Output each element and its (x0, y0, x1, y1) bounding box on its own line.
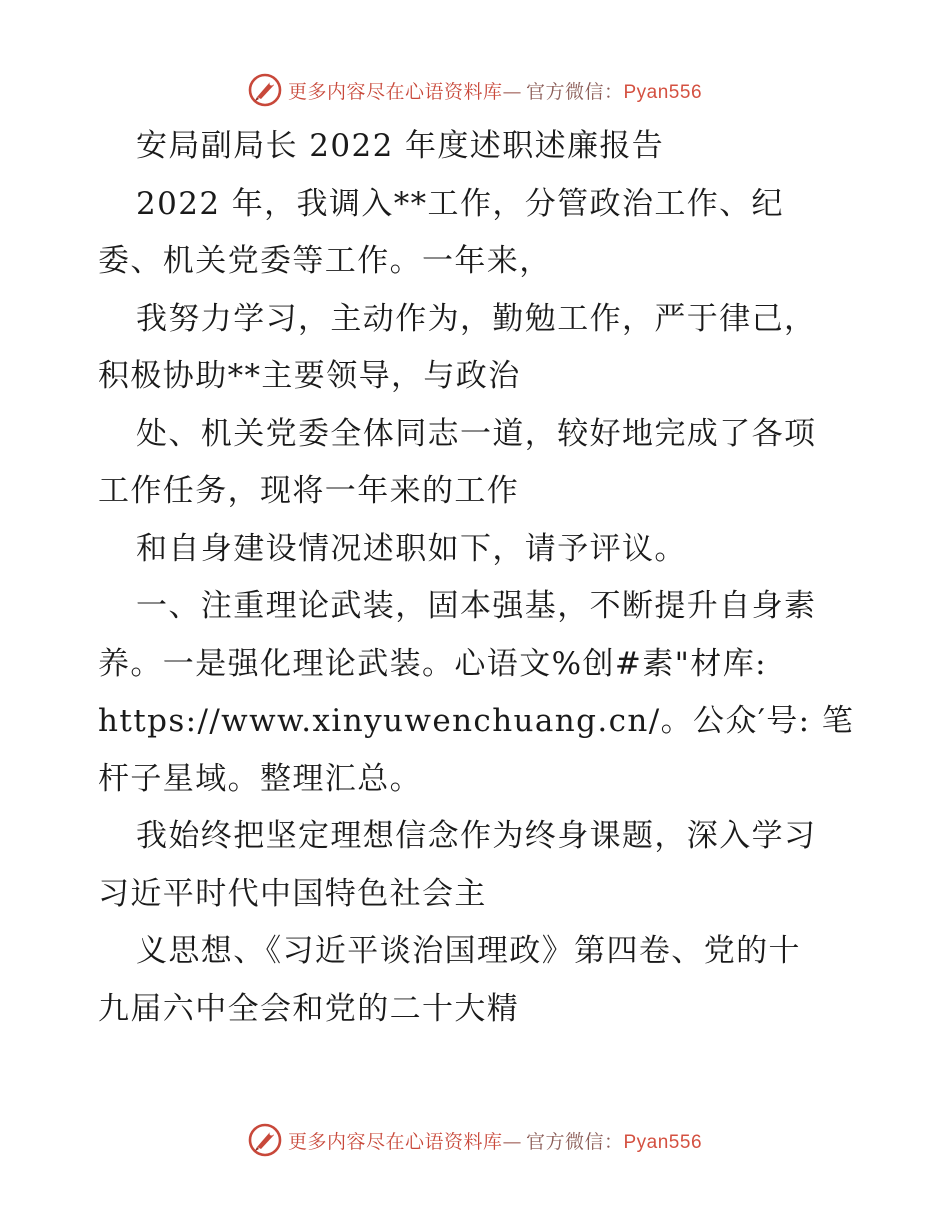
watermark-handle: Pyan556 (623, 1131, 703, 1153)
document-body (98, 118, 858, 1038)
quill-pen-logo-icon (248, 1123, 282, 1157)
watermark-site-text: 更多内容尽在心语资料库 (287, 1130, 503, 1153)
header-watermark (0, 70, 950, 110)
doc-line: 处、机关党委全体同志一道，较好地完成了各项 (136, 415, 817, 452)
watermark-text (288, 77, 702, 104)
doc-line: 杆子星域。整理汇总。 (98, 760, 422, 797)
watermark-handle: Pyan556 (623, 81, 703, 103)
watermark-text (288, 1127, 702, 1154)
watermark-dash: — (502, 1130, 522, 1153)
doc-line: 安局副局长 2022 年度述职述廉报告 (136, 128, 665, 164)
doc-line: 委、机关党委等工作。一年来， (98, 243, 552, 279)
doc-line: 我努力学习，主动作为，勤勉工作，严于律己， (136, 300, 817, 337)
doc-line: 习近平时代中国特色社会主 (98, 875, 487, 912)
doc-line: 一、注重理论武装，固本强基，不断提升自身素 (136, 588, 817, 624)
doc-line: 2022 年，我调入**工作，分管政治工作、纪 (136, 185, 784, 222)
doc-line: https://www.xinyuwenchuang.cn/。公众′号: 笔 (98, 703, 855, 739)
watermark-label: 官方微信： (525, 80, 624, 103)
doc-line: 九届六中全会和党的二十大精 (98, 990, 520, 1027)
watermark-label: 官方微信： (525, 1130, 624, 1153)
watermark-site-text: 更多内容尽在心语资料库 (287, 80, 503, 103)
footer-watermark (0, 1120, 950, 1160)
doc-line: 和自身建设情况述职如下，请予评议。 (136, 530, 687, 567)
doc-line: 义思想、《习近平谈治国理政》第四卷、党的十 (136, 933, 801, 969)
doc-line: 工作任务，现将一年来的工作 (98, 473, 520, 509)
doc-line: 养。一是强化理论武装。心语文%创#素"材库: (98, 645, 767, 682)
quill-pen-logo-icon (248, 73, 282, 107)
doc-line: 积极协助**主要领导，与政治 (98, 358, 521, 394)
doc-line: 我始终把坚定理想信念作为终身课题，深入学习 (136, 818, 817, 854)
watermark-dash: — (502, 80, 522, 103)
